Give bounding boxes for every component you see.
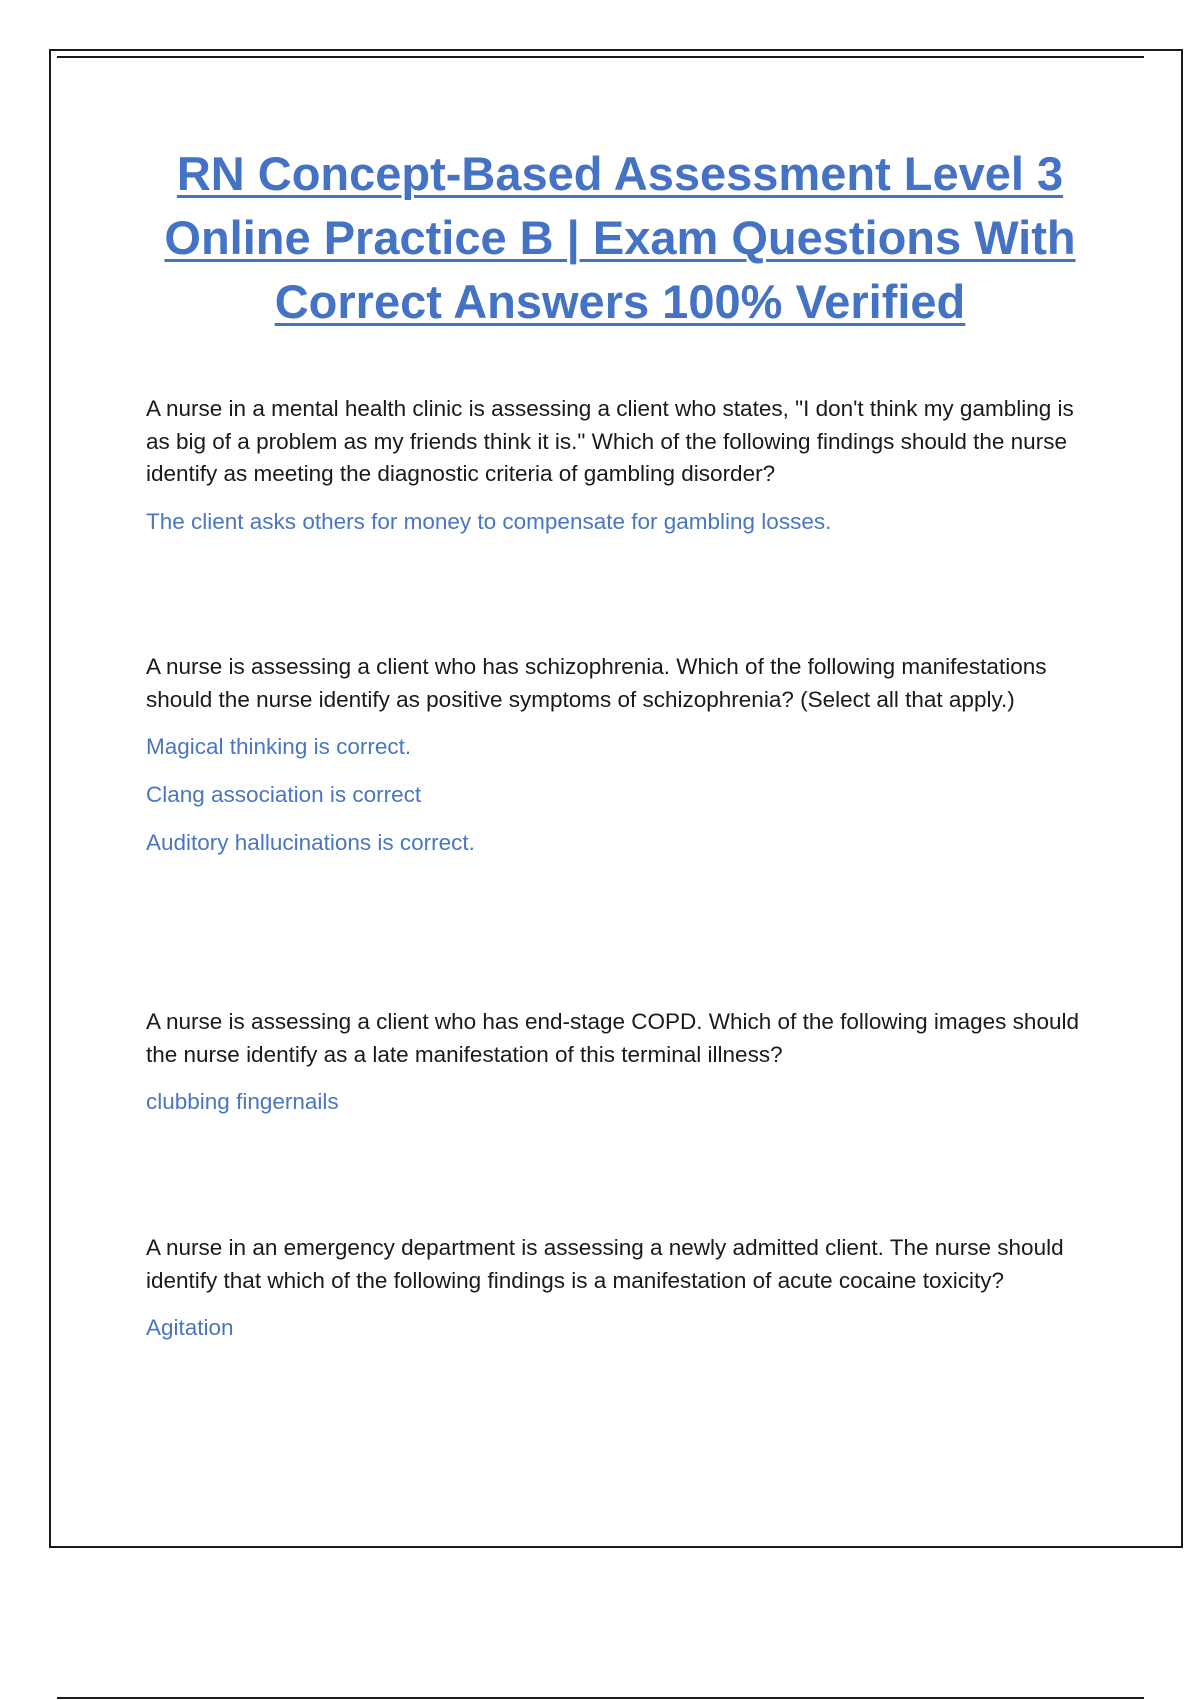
qa-item-cocaine	[146, 1232, 1096, 1344]
answer-text: The client asks others for money to compensate for gambling losses.	[146, 508, 832, 534]
top-horizontal-rule	[57, 56, 1144, 58]
question-text: A nurse in a mental health clinic is assessing a client who states, "I don't think my gambling is as big of a problem as my friends think it is." Which of the following findings should the nurse identify as meeting the diagnostic criteria of gambling disorder?	[146, 396, 1074, 486]
question-text: A nurse is assessing a client who has schizophrenia. Which of the following manifestations should the nurse identify as positive symptoms of schizophrenia? (Select all that apply.)	[146, 654, 1047, 712]
answer-text: Auditory hallucinations is correct.	[146, 830, 475, 855]
question-text: A nurse in an emergency department is assessing a newly admitted client. The nurse should identify that which of the following findings is a manifestation of acute cocaine toxicity?	[146, 1235, 1064, 1293]
answer-text: clubbing fingernails	[146, 1089, 339, 1114]
document-title	[110, 142, 1130, 334]
title-line-3: Correct Answers 100% Verified	[274, 275, 966, 328]
question-text: A nurse is assessing a client who has end-stage COPD. Which of the following images should the nurse identify as a late manifestation of this terminal illness?	[146, 1009, 1079, 1067]
qa-item-copd	[146, 1006, 1096, 1118]
answer-text: Magical thinking is correct.	[146, 734, 412, 759]
answer-text: Clang association is correct	[146, 782, 422, 807]
qa-item-schizophrenia	[146, 651, 1096, 859]
title-line-2: Online Practice B | Exam Questions With	[164, 211, 1076, 264]
answer-text: Agitation	[146, 1315, 234, 1340]
bottom-horizontal-rule	[57, 1697, 1144, 1699]
qa-item-gambling	[146, 393, 1096, 538]
title-line-1: RN Concept-Based Assessment Level 3	[176, 147, 1064, 200]
